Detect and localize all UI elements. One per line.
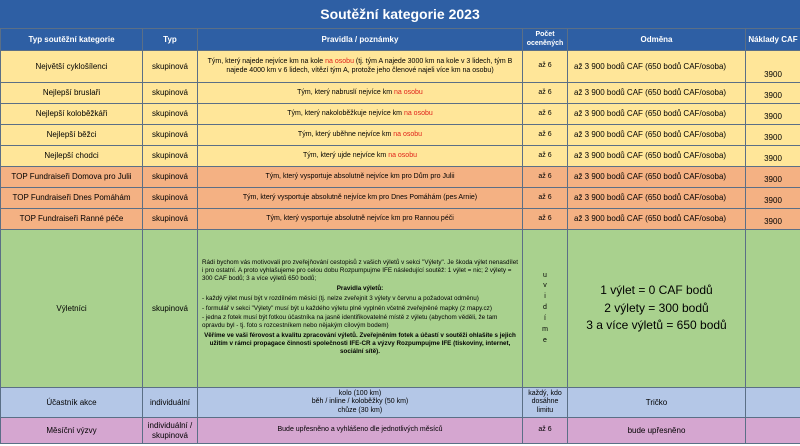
- row-category: Nejlepší bruslaři: [1, 83, 143, 104]
- row-type: skupinová: [143, 146, 198, 167]
- row-cost: 3900: [746, 188, 800, 209]
- table-row: [1, 167, 800, 188]
- header-rules: Pravidla / poznámky: [198, 29, 523, 51]
- row-reward: až 3 900 bodů CAF (650 bodů CAF/osoba): [568, 51, 746, 83]
- participant-rule: chůze (30 km): [337, 406, 383, 414]
- row-type: skupinová: [143, 125, 198, 146]
- rules-text: Tým, který nabruslí nejvíce km: [297, 88, 395, 96]
- rules-highlight: na osobu: [403, 109, 433, 117]
- row-reward: až 3 900 bodů CAF (650 bodů CAF/osoba): [568, 188, 746, 209]
- row-cost: 3900: [746, 167, 800, 188]
- row-cost: 3900: [746, 83, 800, 104]
- trips-count-letter: e: [543, 336, 547, 344]
- monthly-rules: Bude upřesněno a vyhlášeno dle jednotlivých měsíců: [198, 418, 523, 444]
- monthly-type: individuální / skupinová: [143, 418, 198, 444]
- row-cost: 3900: [746, 51, 800, 83]
- rules-text: Tým, který najede nejvíce km na kole: [207, 58, 326, 66]
- row-category: Nejlepší běžci: [1, 125, 143, 146]
- rules-text-post: (tj. tým A najede 3000 km na kole v 3 lidech, tým B najede 4000 km v 6 lidech, vítězí tým A, protože jeho členové najeli více km na osobu): [226, 58, 513, 74]
- row-reward: až 3 900 bodů CAF (650 bodů CAF/osoba): [568, 83, 746, 104]
- row-rules: Tým, který vysportuje absolutně nejvíce km pro Rannou péči: [198, 209, 523, 230]
- categories-table: [0, 28, 800, 444]
- rules-highlight: na osobu: [325, 58, 354, 66]
- row-category: TOP Fundraiseři Ranné péče: [1, 209, 143, 230]
- participant-cost: [746, 388, 800, 418]
- table-row-participant: [1, 388, 800, 418]
- header-cost: Náklady CAF: [746, 29, 800, 51]
- trips-count-letter: i: [544, 293, 546, 301]
- table-row-trips: [1, 230, 800, 388]
- trips-count-letter: m: [542, 325, 548, 333]
- row-category: Nejlepší chodci: [1, 146, 143, 167]
- row-rules: [198, 104, 523, 125]
- row-rules: Tým, který vysportuje absolutně nejvíce km pro Dům pro Julii: [198, 167, 523, 188]
- table-row: [1, 188, 800, 209]
- row-reward: až 3 900 bodů CAF (650 bodů CAF/osoba): [568, 146, 746, 167]
- row-rules: [198, 125, 523, 146]
- trips-count-letter: v: [543, 282, 547, 290]
- trips-rule-1: - každý výlet musí být v rozdílném měsíci (tj. nelze zveřejnit 3 výlety v červnu a požadovat odměnu): [202, 294, 479, 302]
- row-rules: Tým, který vysportuje absolutně nejvíce km pro Dnes Pomáhám (pes Arnie): [198, 188, 523, 209]
- trips-type: skupinová: [143, 230, 198, 388]
- trips-rule-3: - jedna z fotek musí být fotkou účastníka na jasně identifikovatelné místě z výletu (abychom věděli, že tam opravdu byl - tj. foto s rozcestníkem nebo nějakým cílovým bodem): [202, 314, 498, 330]
- header-row: [1, 29, 800, 51]
- row-cost: 3900: [746, 209, 800, 230]
- row-type: skupinová: [143, 167, 198, 188]
- row-count: až 6: [523, 146, 568, 167]
- row-count: až 6: [523, 167, 568, 188]
- row-type: skupinová: [143, 209, 198, 230]
- row-count: až 6: [523, 188, 568, 209]
- table-row: [1, 146, 800, 167]
- row-reward: až 3 900 bodů CAF (650 bodů CAF/osoba): [568, 104, 746, 125]
- row-category: TOP Fundraiseři Domova pro Julii: [1, 167, 143, 188]
- rules-text: Tým, který ujde nejvíce km: [302, 151, 389, 159]
- row-count: až 6: [523, 51, 568, 83]
- row-rules: [198, 51, 523, 83]
- participant-reward: Tričko: [568, 388, 746, 418]
- rules-text: Tým, který uběhne nejvíce km: [297, 130, 394, 138]
- participant-type: individuální: [143, 388, 198, 418]
- monthly-cost: [746, 418, 800, 444]
- trips-category: Výletníci: [1, 230, 143, 388]
- trips-count-letter: d: [543, 304, 547, 312]
- monthly-category: Měsíční výzvy: [1, 418, 143, 444]
- trips-cost: [746, 230, 800, 388]
- row-cost: 3900: [746, 104, 800, 125]
- row-reward: až 3 900 bodů CAF (650 bodů CAF/osoba): [568, 209, 746, 230]
- row-rules: [198, 83, 523, 104]
- row-count: až 6: [523, 104, 568, 125]
- rules-text: Tým, který nakoloběžkuje nejvíce km: [287, 109, 404, 117]
- header-count: Počet oceněných: [523, 29, 568, 51]
- header-reward: Odměna: [568, 29, 746, 51]
- trips-rules-title: Pravidla výletů:: [336, 284, 384, 292]
- row-type: skupinová: [143, 104, 198, 125]
- rules-highlight: na osobu: [388, 151, 417, 159]
- participant-rules: [198, 388, 523, 418]
- trips-reward: [568, 230, 746, 388]
- row-reward: až 3 900 bodů CAF (650 bodů CAF/osoba): [568, 167, 746, 188]
- rules-highlight: na osobu: [394, 88, 423, 96]
- row-category: Nejlepší koloběžkáři: [1, 104, 143, 125]
- table-row: [1, 209, 800, 230]
- row-count: až 6: [523, 209, 568, 230]
- row-count: až 6: [523, 83, 568, 104]
- participant-rule: běh / inline / koloběžky (50 km): [311, 398, 409, 406]
- table-row: [1, 104, 800, 125]
- trips-count: [523, 230, 568, 388]
- participant-count: každý, kdo dosáhne limitu: [523, 388, 568, 418]
- monthly-reward: bude upřesněno: [568, 418, 746, 444]
- table-row-monthly: [1, 418, 800, 444]
- row-category: TOP Fundraiseři Dnes Pomáhám: [1, 188, 143, 209]
- row-cost: 3900: [746, 146, 800, 167]
- header-type: Typ: [143, 29, 198, 51]
- trips-reward-line: 1 výlet = 0 CAF bodů: [600, 283, 713, 298]
- header-category: Typ soutěžní kategorie: [1, 29, 143, 51]
- trips-count-letter: u: [543, 271, 547, 279]
- trips-count-letter: í: [544, 314, 546, 322]
- row-rules: [198, 146, 523, 167]
- table-row: [1, 83, 800, 104]
- table-row: [1, 51, 800, 83]
- trips-intro: Rádi bychom vás motivovali pro zveřejňování cestopisů z vašich výletů v sekci "Výlety". Je škoda výlet nenasdílet i pro ostatní. A proto vyhlašujeme pro celou dobu Rozpumpujme IFE následující soutěž: 1 výlet = nic; 2 výlety = 300 CAF bodů; 3 a více výletů 650 bodů;: [202, 259, 518, 282]
- row-type: skupinová: [143, 83, 198, 104]
- trips-rules: [198, 230, 523, 388]
- trips-rule-2: - formulář v sekci "Výlety" musí být u každého výletu plně vyplněn včetně zveřejněné mapky (z mapy.cz): [202, 304, 492, 312]
- row-cost: 3900: [746, 125, 800, 146]
- row-category: Největší cyklošílenci: [1, 51, 143, 83]
- row-count: až 6: [523, 125, 568, 146]
- monthly-count: až 6: [523, 418, 568, 444]
- row-type: skupinová: [143, 188, 198, 209]
- page-title: Soutěžní kategorie 2023: [0, 0, 800, 28]
- trips-footer: Věříme ve vaši férovost a kvalitu zpracování výletů. Zveřejněním fotek a účastí v soutěži ohlašíte s jejich užitím v rámci propagace činnosti společnosti IFE-CR a výzvy Rozpumpujme IFE (tiskoviny, internet, sociální sítě).: [204, 332, 516, 355]
- trips-reward-line: 2 výlety = 300 bodů: [604, 300, 709, 315]
- participant-rule: kolo (100 km): [338, 389, 382, 397]
- participant-category: Účastník akce: [1, 388, 143, 418]
- row-reward: až 3 900 bodů CAF (650 bodů CAF/osoba): [568, 125, 746, 146]
- rules-highlight: na osobu: [393, 130, 423, 138]
- trips-reward-line: 3 a více výletů = 650 bodů: [586, 318, 727, 333]
- row-type: skupinová: [143, 51, 198, 83]
- table-row: [1, 125, 800, 146]
